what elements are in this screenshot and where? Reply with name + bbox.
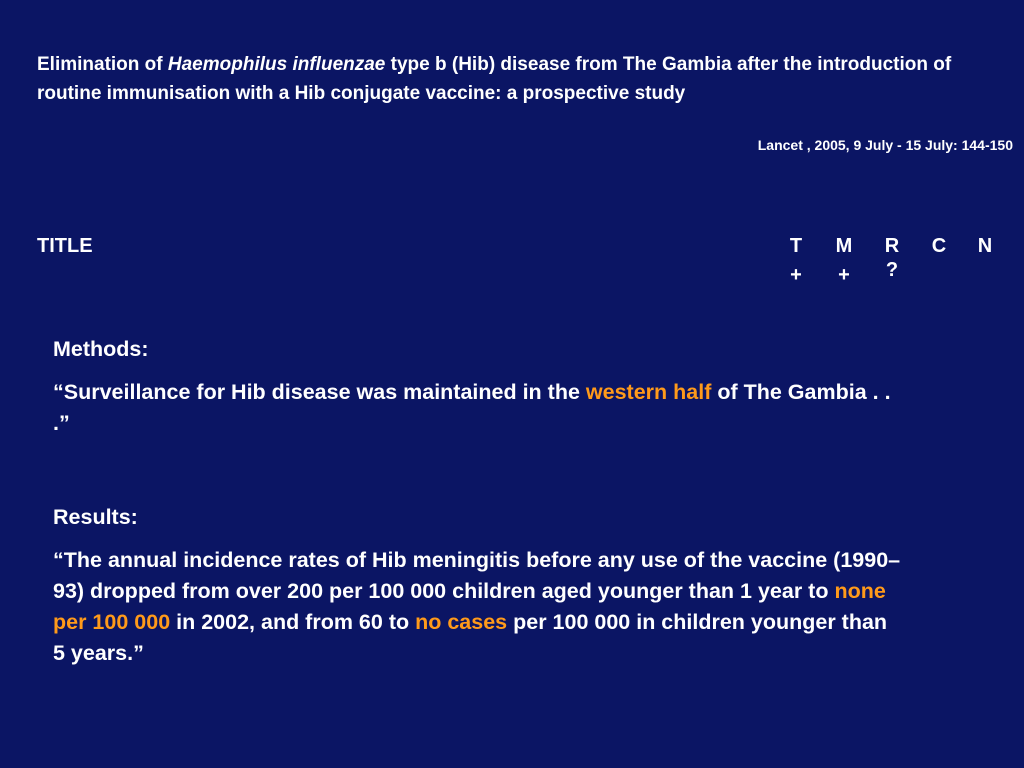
- paper-title-suffix: type b (Hib) disease from The Gambia after the introduction of routine immunisation with a Hib conjugate vaccine: a prospective study: [37, 54, 952, 104]
- rating-mark: ?: [885, 259, 899, 281]
- rating-letter: R: [884, 235, 900, 257]
- paper-title-organism: Haemophilus influenzae: [167, 54, 386, 75]
- methods-quote: [53, 377, 903, 439]
- results-quote-text: “The annual incidence rates of Hib meningitis before any use of the vaccine (1990–93) dropped from over 200 per 100 000 children aged younger than 1 year to: [53, 548, 901, 603]
- rating-letter: M: [835, 235, 853, 257]
- rating-column-t: [784, 233, 808, 288]
- rating-letter: T: [789, 235, 803, 257]
- methods-quote-text-end: of The Gambia . . .”: [53, 380, 891, 435]
- results-quote-text-end: per 100 000 in children younger than 5 years.”: [53, 610, 888, 665]
- results-highlight-no-cases: no cases: [415, 610, 508, 634]
- section-label: TITLE: [37, 235, 93, 257]
- results-quote: [53, 545, 903, 669]
- paper-citation: Lancet , 2005, 9 July - 15 July: 144-150: [757, 137, 1013, 153]
- rating-column-r: [880, 233, 904, 283]
- rating-letter: C: [931, 235, 947, 257]
- rating-mark: +: [838, 264, 850, 286]
- methods-highlight: western half: [585, 380, 712, 404]
- methods-heading: Methods:: [53, 337, 149, 361]
- results-quote-text-middle: in 2002, and from 60 to: [170, 610, 416, 634]
- rating-column-c: [927, 233, 951, 262]
- results-section: [53, 503, 903, 669]
- rating-mark: +: [790, 264, 802, 286]
- paper-title-prefix: Elimination of: [37, 54, 168, 75]
- rating-letter: N: [977, 235, 993, 257]
- rating-column-m: [832, 233, 856, 288]
- rating-column-n: [973, 233, 997, 262]
- methods-quote-text: “Surveillance for Hib disease was maintained in the: [53, 380, 586, 404]
- results-heading: Results:: [53, 505, 138, 529]
- rating-grid: [787, 233, 999, 293]
- methods-section: [53, 335, 903, 439]
- paper-title: [37, 50, 997, 108]
- results-highlight-none: none per 100 000: [53, 579, 886, 634]
